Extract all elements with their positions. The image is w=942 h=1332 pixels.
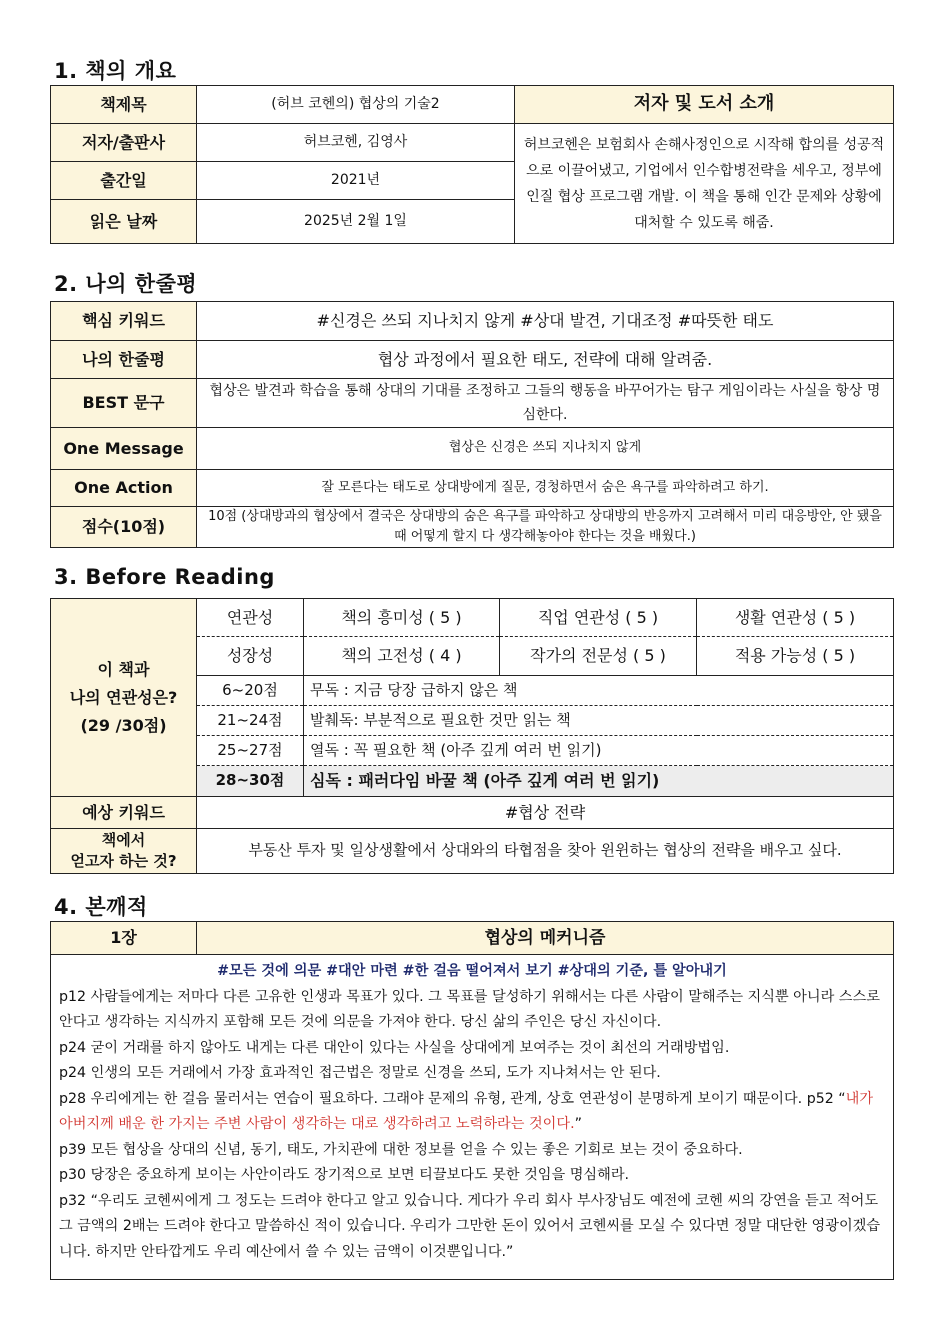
note-p52-quote: 내가 아버지께 배운 한 가지는 주변 사람이 생각하는 대로 생각하려고 노력하라는 것이다. (59, 1090, 874, 1132)
keyword-label: 핵심 키워드 (51, 302, 197, 341)
scale-range-4: 28~30점 (197, 766, 304, 797)
gain-value: 부동산 투자 및 일상생활에서 상대와의 타협점을 찾아 윈윈하는 협상의 전략을 배우고 싶다. (197, 829, 894, 874)
oneline-label: 나의 한줄평 (51, 341, 197, 379)
keyword-value: #신경은 쓰되 지나치지 않게 #상대 발견, 기대조정 #따뜻한 태도 (197, 302, 894, 341)
section-title-before: 3. Before Reading (54, 565, 275, 589)
date-value: 2021년 (197, 162, 515, 200)
read-label: 읽은 날짜 (51, 200, 197, 244)
row2-classic: 책의 고전성 ( 4 ) (304, 637, 500, 676)
message-label: One Message (51, 428, 197, 470)
relevance-label-line1: 이 책과 (97, 659, 150, 679)
title-label: 책제목 (51, 86, 197, 124)
note-p52-close: ” (574, 1116, 582, 1132)
message-value: 협상은 신경은 쓰되 지나치지 않게 (197, 428, 894, 470)
scale-desc-2: 발췌독: 부분적으로 필요한 것만 읽는 책 (304, 706, 894, 736)
row2-applicable: 적용 가능성 ( 5 ) (697, 637, 894, 676)
date-label: 출간일 (51, 162, 197, 200)
note-p24-a: p24 굳이 거래를 하지 않아도 내게는 다른 대안이 있다는 사실을 상대에게 보여주는 것이 최선의 거래방법임. (59, 1039, 730, 1056)
review-table (50, 301, 894, 548)
row1-life: 생활 연관성 ( 5 ) (697, 599, 894, 637)
chapter-notes (51, 955, 894, 1280)
section-title-overview: 1. 책의 개요 (54, 59, 177, 83)
bonkkae-table (50, 921, 894, 1280)
section-title-review: 2. 나의 한줄평 (54, 272, 198, 296)
section-title-bonkkae: 4. 본깨적 (54, 895, 148, 919)
chapter-title: 협상의 메커니즘 (197, 922, 894, 955)
chapter-keywords: #모든 것에 의문 #대안 마련 #한 걸음 떨어져서 보기 #상대의 기준, 틀 알아내기 (217, 963, 727, 979)
relevance-label-line2: 나의 연관성은? (69, 687, 178, 707)
note-p12: p12 사람들에게는 저마다 다른 고유한 인생과 목표가 있다. 그 목표를 달성하기 위해서는 다른 사람이 말해주는 지식뿐 아니라 스스로 안다고 생각하는 지식까지 포함해 모든 것에 의문을 가져야 한다. 당신 삶의 주인은 당신 자신이다. (59, 988, 880, 1030)
title-value: (허브 코헨의) 협상의 기술2 (197, 86, 515, 124)
scale-range-1: 6~20점 (197, 676, 304, 706)
row2-label: 성장성 (197, 637, 304, 676)
expect-label: 예상 키워드 (51, 797, 197, 829)
note-p39: p39 모든 협상을 상대의 신념, 동기, 태도, 가치관에 대한 정보를 얻을 수 있는 좋은 기회로 보는 것이 중요하다. (59, 1141, 743, 1158)
scale-range-3: 25~27점 (197, 736, 304, 766)
author-value: 허브코헨, 김영사 (197, 124, 515, 162)
row1-label: 연관성 (197, 599, 304, 637)
scale-range-2: 21~24점 (197, 706, 304, 736)
intro-text: 허브코헨은 보험회사 손해사정인으로 시작해 합의를 성공적으로 이끌어냈고, 기업에서 인수합병전략을 세우고, 정부에 인질 협상 프로그램 개발. 이 책을 통해 인간 문제와 상황에 대처할 수 있도록 해줌. (515, 124, 894, 244)
action-value: 잘 모른다는 태도로 상대방에게 질문, 경청하면서 숨은 욕구를 파악하려고 하기. (197, 470, 894, 507)
best-value: 협상은 발견과 학습을 통해 상대의 기대를 조정하고 그들의 행동을 바꾸어가는 탐구 게임이라는 사실을 항상 명심한다. (197, 379, 894, 428)
score-value: 10점 (상대방과의 협상에서 결국은 상대방의 숨은 욕구를 파악하고 상대방의 반응까지 고려해서 미리 대응방안, 안 됐을 때 어떻게 할지 다 생각해놓아야 한다는 것을 배웠다.) (197, 507, 894, 548)
note-p32: p32 “우리도 코헨씨에게 그 정도는 드려야 한다고 알고 있습니다. 게다가 우리 회사 부사장님도 예전에 코헨 씨의 강연을 듣고 적어도 그 금액의 2배는 드려야 한다고 말씀하신 적이 있습니다. 우리가 그만한 돈이 있어서 코헨씨를 모실 수 있다면 정말 대단한 영광이겠습니다. 하지만 안타깝게도 우리 예산에서 쓸 수 있는 금액이 이것뿐입니다.” (59, 1192, 881, 1260)
scale-desc-4: 심독 : 패러다임 바꿀 책 (아주 깊게 여러 번 읽기) (304, 766, 894, 797)
action-label: One Action (51, 470, 197, 507)
read-value: 2025년 2월 1일 (197, 200, 515, 244)
author-label: 저자/출판사 (51, 124, 197, 162)
intro-header: 저자 및 도서 소개 (515, 86, 894, 124)
chapter-label: 1장 (51, 922, 197, 955)
scale-desc-3: 열독 : 꼭 필요한 책 (아주 깊게 여러 번 읽기) (304, 736, 894, 766)
best-label: BEST 문구 (51, 379, 197, 428)
relevance-label (51, 599, 197, 797)
gain-label-line2: 얻고자 하는 것? (70, 852, 177, 870)
note-p28 (59, 1087, 885, 1138)
note-p30: p30 당장은 중요하게 보이는 사안이라도 장기적으로 보면 티끌보다도 못한 것임을 명심해라. (59, 1167, 630, 1183)
oneline-value: 협상 과정에서 필요한 태도, 전략에 대해 알려줌. (197, 341, 894, 379)
note-p28-text: p28 우리에게는 한 걸음 물러서는 연습이 필요하다. 그래야 문제의 유형, 관계, 상호 연관성이 분명하게 보이기 때문이다. p52 “ (59, 1090, 846, 1107)
row1-interest: 책의 흥미성 ( 5 ) (304, 599, 500, 637)
gain-label (51, 829, 197, 874)
scale-desc-1: 무독 : 지금 당장 급하지 않은 책 (304, 676, 894, 706)
relevance-label-line3: (29 /30점) (80, 715, 167, 735)
expect-value: #협상 전략 (197, 797, 894, 829)
gain-label-line1: 책에서 (101, 831, 146, 849)
row1-job: 직업 연관성 ( 5 ) (500, 599, 697, 637)
note-p24-b: p24 인생의 모든 거래에서 가장 효과적인 접근법은 정말로 신경을 쓰되, 도가 지나쳐서는 안 된다. (59, 1065, 661, 1081)
before-table (50, 598, 894, 874)
row2-expertise: 작가의 전문성 ( 5 ) (500, 637, 697, 676)
score-label: 점수(10점) (51, 507, 197, 548)
overview-table (50, 85, 894, 244)
